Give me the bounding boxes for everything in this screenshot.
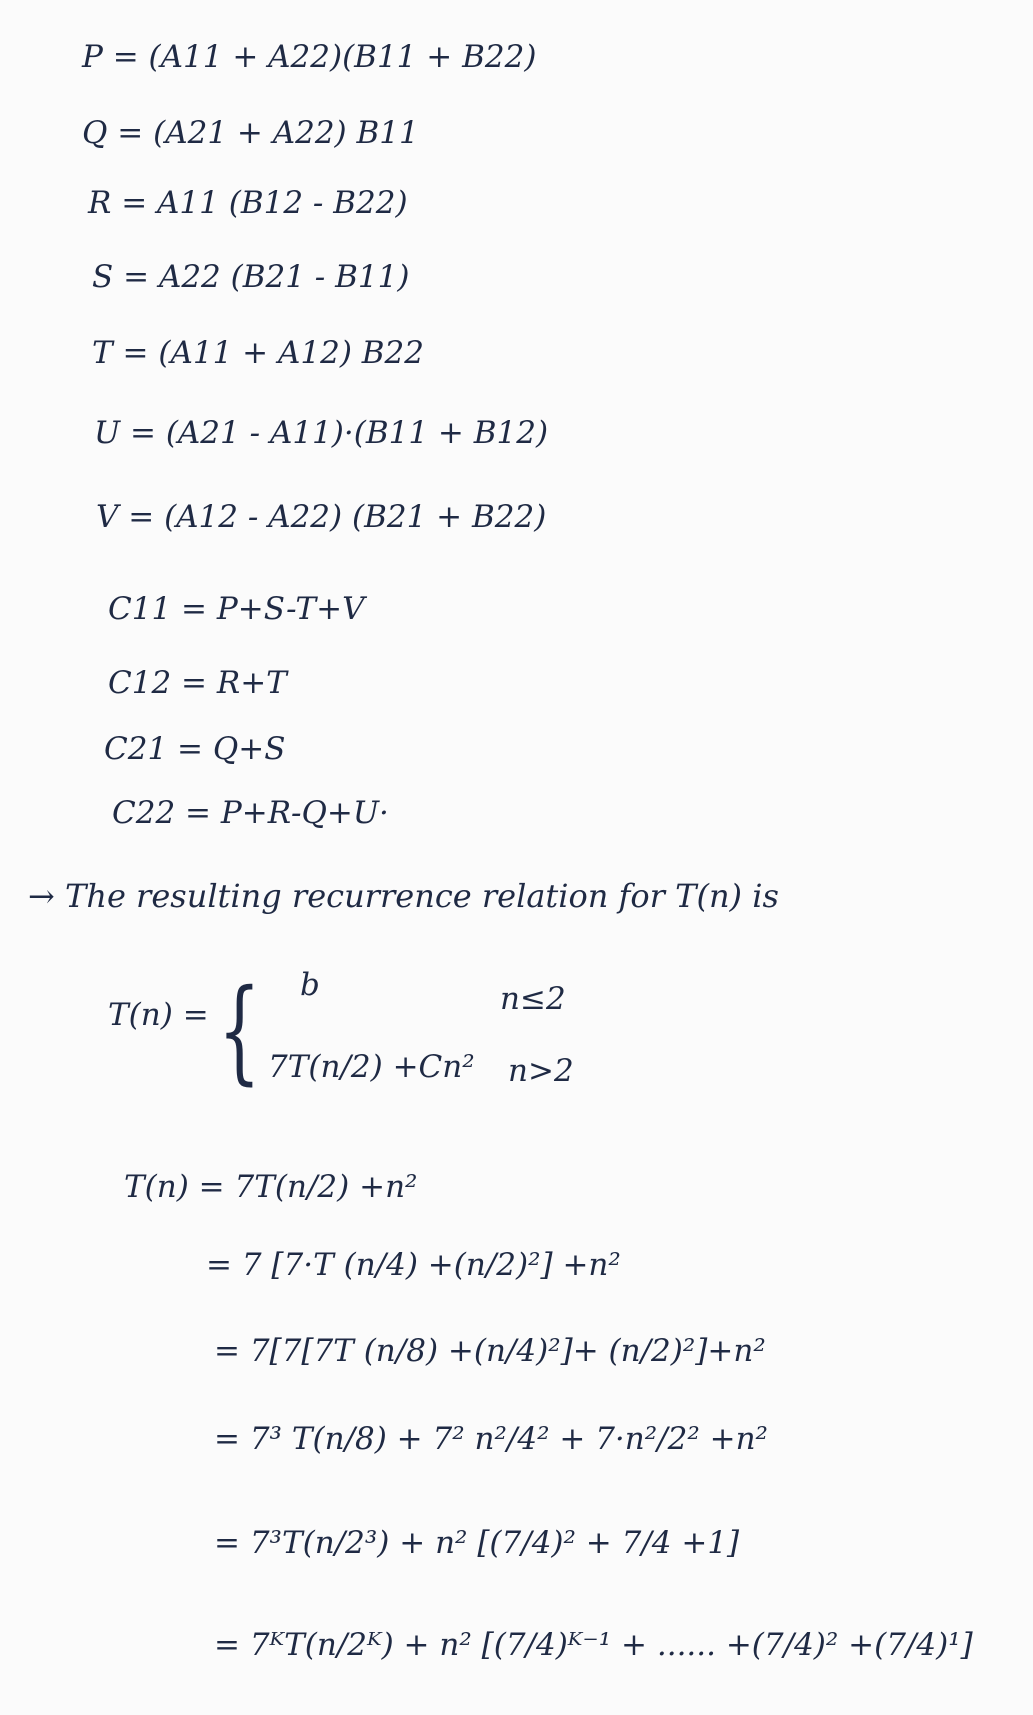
curly-brace-icon: { (218, 966, 261, 1096)
expansion-line-2: = 7 [7·T (n/4) +(n/2)²] +n² (206, 1247, 621, 1283)
expansion-line-4: = 7³ T(n/8) + 7² n²/4² + 7·n²/2² +n² (214, 1421, 768, 1457)
recurrence-note-text: The resulting recurrence relation for T(n) is (64, 877, 779, 915)
equation-rhs: A11 (B12 - B22) (157, 185, 408, 221)
equation-lhs: S (92, 259, 114, 295)
recurrence-lhs-text: T(n) (108, 997, 173, 1033)
equation-rhs: (A21 + A22) B11 (153, 115, 419, 151)
recurrence-case1-condition: n≤2 (500, 981, 566, 1017)
equation-lhs: C21 (104, 731, 168, 767)
equation-lhs: Q (82, 115, 108, 151)
expansion-line-6: = 7ᴷT(n/2ᴷ) + n² [(7/4)ᴷ⁻¹ + ...... +(7/4)² +(7/4)¹] (214, 1627, 973, 1663)
expansion-line-5: = 7³T(n/2³) + n² [(7/4)² + 7/4 +1] (214, 1525, 740, 1561)
equation-lhs: C11 (108, 591, 172, 627)
equation-rhs: Q+S (212, 731, 286, 767)
equation-lhs: C22 (112, 795, 176, 831)
equation-rhs: (A21 - A11)·(B11 + B12) (165, 415, 549, 451)
equation-c21: C21 = Q+S (104, 731, 286, 767)
equation-c22: C22 = P+R-Q+U· (112, 795, 389, 831)
equation-rhs: A22 (B21 - B11) (158, 259, 410, 295)
equation-c11: C11 = P+S-T+V (108, 591, 365, 627)
equation-rhs: R+T (216, 665, 287, 701)
recurrence-lhs: T(n) = (108, 997, 209, 1033)
equation-rhs: P+S-T+V (216, 591, 365, 627)
equation-lhs: C12 (108, 665, 172, 701)
equation-c12: C12 = R+T (108, 665, 287, 701)
expansion-line-3: = 7[7[7T (n/8) +(n/4)²]+ (n/2)²]+n² (214, 1333, 766, 1369)
equation-q: Q = (A21 + A22) B11 (82, 115, 419, 151)
recurrence-case1-value: b (300, 967, 320, 1003)
expansion-line-1: T(n) = 7T(n/2) +n² (124, 1169, 418, 1205)
equation-s: S = A22 (B21 - B11) (92, 259, 410, 295)
equation-t: T = (A11 + A12) B22 (92, 335, 424, 371)
equation-p: P = (A11 + A22)(B11 + B22) (82, 39, 537, 75)
arrow-icon: → (28, 877, 55, 915)
equation-lhs: R (88, 185, 112, 221)
equation-rhs: (A11 + A22)(B11 + B22) (148, 39, 537, 75)
equation-lhs: U (94, 415, 121, 451)
recurrence-note (28, 877, 779, 915)
recurrence-case2-value: 7T(n/2) +Cn² (268, 1049, 475, 1085)
recurrence-case2-condition: n>2 (508, 1053, 574, 1089)
equation-lhs: T (92, 335, 113, 371)
equation-rhs: P+R-Q+U· (220, 795, 389, 831)
equation-lhs: P (82, 39, 103, 75)
equation-u: U = (A21 - A11)·(B11 + B12) (94, 415, 549, 451)
equation-lhs: V (96, 499, 119, 535)
equation-rhs: (A12 - A22) (B21 + B22) (164, 499, 547, 535)
equation-r: R = A11 (B12 - B22) (88, 185, 408, 221)
equation-rhs: (A11 + A12) B22 (158, 335, 424, 371)
equation-v: V = (A12 - A22) (B21 + B22) (96, 499, 547, 535)
